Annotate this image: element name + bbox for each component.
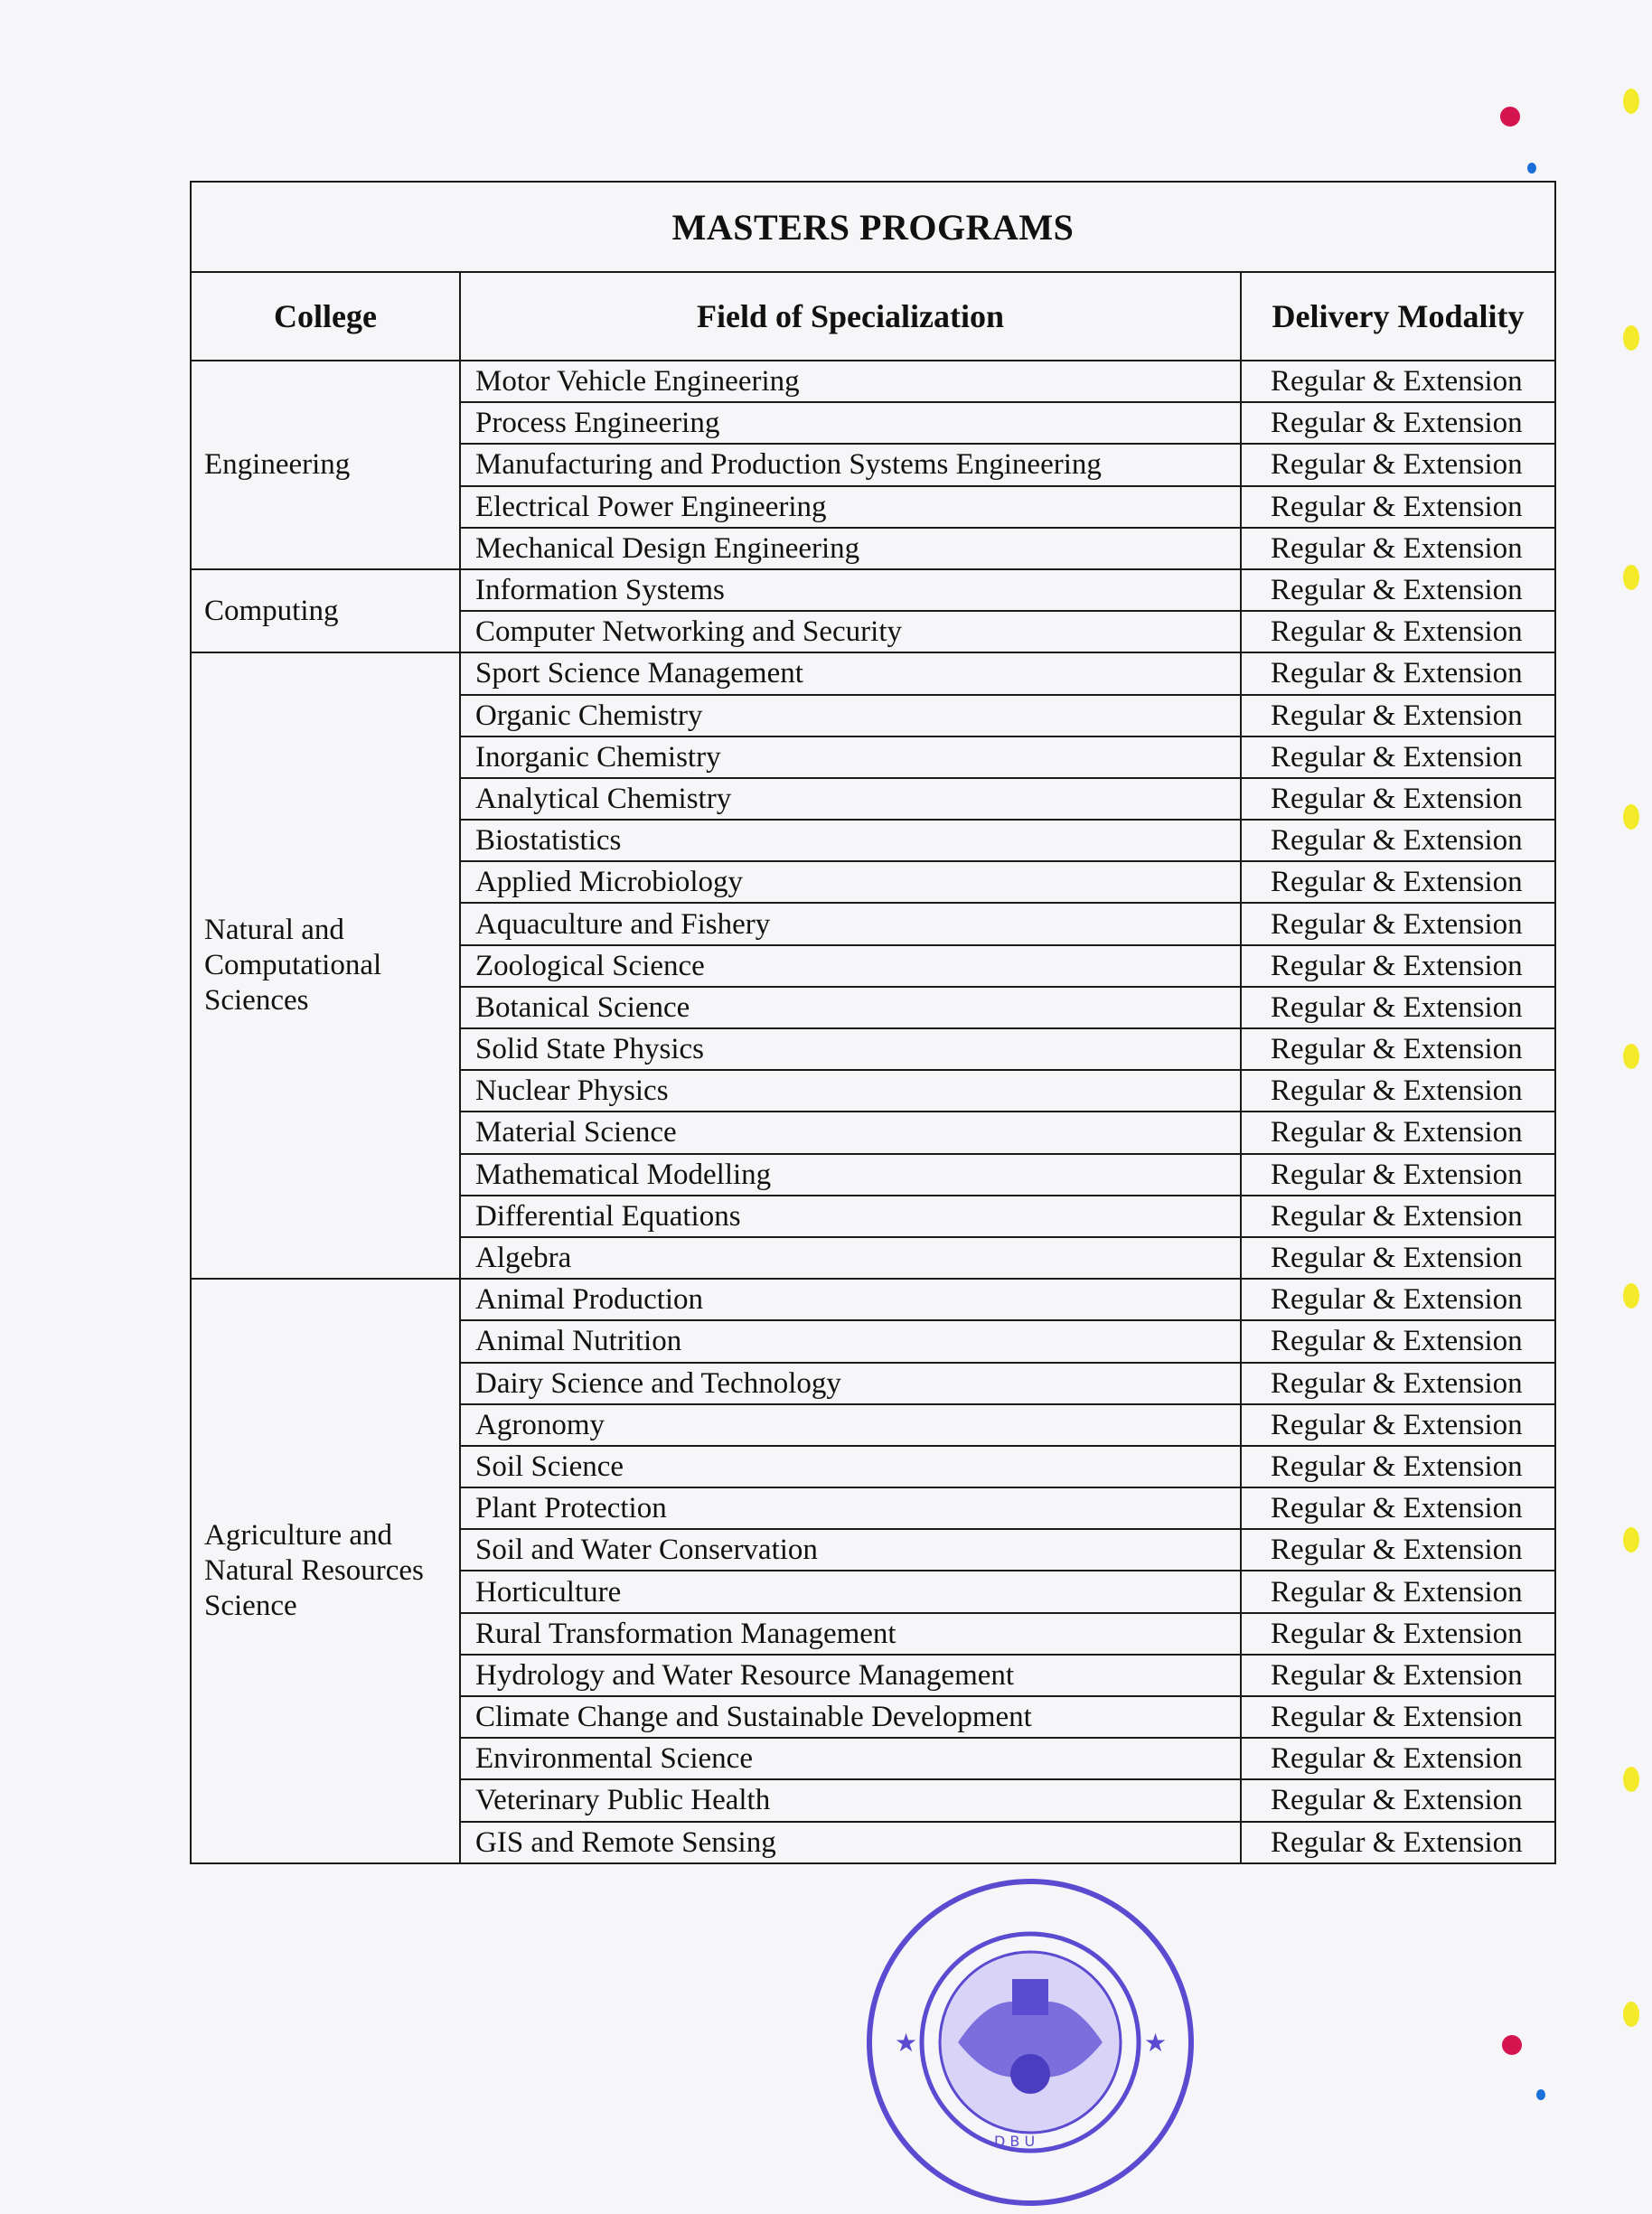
delivery-modality: Regular & Extension [1241,820,1555,861]
header-field: Field of Specialization [460,272,1241,361]
field-of-specialization: Dairy Science and Technology [460,1363,1241,1404]
pen-mark-red [1502,2035,1522,2055]
table-row [191,1279,1555,1320]
pen-mark-yellow [1623,1044,1639,1069]
field-of-specialization: Computer Networking and Security [460,611,1241,652]
delivery-modality: Regular & Extension [1241,1446,1555,1487]
pen-mark-yellow [1623,1283,1639,1309]
delivery-modality: Regular & Extension [1241,1822,1555,1863]
svg-text:★: ★ [895,2028,918,2058]
field-of-specialization: Organic Chemistry [460,695,1241,736]
field-of-specialization: Mathematical Modelling [460,1154,1241,1196]
delivery-modality: Regular & Extension [1241,486,1555,528]
pen-mark-yellow [1623,1767,1639,1792]
pen-mark-yellow [1623,325,1639,351]
delivery-modality: Regular & Extension [1241,1279,1555,1320]
seal-letters: D B U [994,2133,1036,2150]
delivery-modality: Regular & Extension [1241,402,1555,444]
field-of-specialization: GIS and Remote Sensing [460,1822,1241,1863]
pen-mark-blue [1527,163,1536,174]
delivery-modality: Regular & Extension [1241,1320,1555,1362]
delivery-modality: Regular & Extension [1241,1154,1555,1196]
field-of-specialization: Veterinary Public Health [460,1779,1241,1821]
field-of-specialization: Biostatistics [460,820,1241,861]
delivery-modality: Regular & Extension [1241,1655,1555,1696]
college-name: Engineering [191,361,460,569]
field-of-specialization: Horticulture [460,1571,1241,1612]
header-modality: Delivery Modality [1241,272,1555,361]
delivery-modality: Regular & Extension [1241,1112,1555,1153]
delivery-modality: Regular & Extension [1241,1070,1555,1112]
field-of-specialization: Animal Production [460,1279,1241,1320]
delivery-modality: Regular & Extension [1241,695,1555,736]
field-of-specialization: Animal Nutrition [460,1320,1241,1362]
delivery-modality: Regular & Extension [1241,1529,1555,1571]
table-body [191,182,1555,1863]
field-of-specialization: Mechanical Design Engineering [460,528,1241,569]
university-seal-icon [859,1871,1202,2214]
delivery-modality: Regular & Extension [1241,1404,1555,1446]
pen-mark-yellow [1623,565,1639,590]
delivery-modality: Regular & Extension [1241,778,1555,820]
title-row [191,182,1555,272]
delivery-modality: Regular & Extension [1241,1237,1555,1279]
masters-programs-table [190,181,1556,1864]
field-of-specialization: Soil and Water Conservation [460,1529,1241,1571]
field-of-specialization: Applied Microbiology [460,861,1241,903]
field-of-specialization: Plant Protection [460,1487,1241,1529]
header-row [191,272,1555,361]
field-of-specialization: Solid State Physics [460,1028,1241,1070]
pen-mark-red [1500,107,1520,127]
field-of-specialization: Rural Transformation Management [460,1613,1241,1655]
delivery-modality: Regular & Extension [1241,1363,1555,1404]
field-of-specialization: Material Science [460,1112,1241,1153]
field-of-specialization: Inorganic Chemistry [460,736,1241,778]
college-name: Natural and Computational Sciences [191,652,460,1279]
delivery-modality: Regular & Extension [1241,444,1555,485]
field-of-specialization: Nuclear Physics [460,1070,1241,1112]
delivery-modality: Regular & Extension [1241,361,1555,402]
delivery-modality: Regular & Extension [1241,611,1555,652]
pen-mark-yellow [1623,804,1639,830]
delivery-modality: Regular & Extension [1241,861,1555,903]
field-of-specialization: Sport Science Management [460,652,1241,694]
field-of-specialization: Analytical Chemistry [460,778,1241,820]
field-of-specialization: Process Engineering [460,402,1241,444]
field-of-specialization: Aquaculture and Fishery [460,903,1241,944]
field-of-specialization: Electrical Power Engineering [460,486,1241,528]
field-of-specialization: Hydrology and Water Resource Management [460,1655,1241,1696]
field-of-specialization: Manufacturing and Production Systems Engineering [460,444,1241,485]
delivery-modality: Regular & Extension [1241,1487,1555,1529]
page-title: MASTERS PROGRAMS [191,182,1555,272]
college-name: Computing [191,569,460,652]
delivery-modality: Regular & Extension [1241,903,1555,944]
field-of-specialization: Environmental Science [460,1738,1241,1779]
svg-text:★: ★ [1144,2028,1168,2058]
field-of-specialization: Agronomy [460,1404,1241,1446]
field-of-specialization: Information Systems [460,569,1241,611]
delivery-modality: Regular & Extension [1241,1613,1555,1655]
field-of-specialization: Differential Equations [460,1196,1241,1237]
delivery-modality: Regular & Extension [1241,945,1555,987]
table-row [191,652,1555,694]
delivery-modality: Regular & Extension [1241,1571,1555,1612]
delivery-modality: Regular & Extension [1241,528,1555,569]
delivery-modality: Regular & Extension [1241,1028,1555,1070]
pen-mark-blue [1536,2089,1545,2100]
pen-mark-yellow [1623,1527,1639,1553]
delivery-modality: Regular & Extension [1241,1696,1555,1738]
field-of-specialization: Soil Science [460,1446,1241,1487]
field-of-specialization: Botanical Science [460,987,1241,1028]
delivery-modality: Regular & Extension [1241,1196,1555,1237]
delivery-modality: Regular & Extension [1241,569,1555,611]
delivery-modality: Regular & Extension [1241,1738,1555,1779]
pen-mark-yellow [1623,2002,1639,2027]
delivery-modality: Regular & Extension [1241,1779,1555,1821]
field-of-specialization: Zoological Science [460,945,1241,987]
pen-mark-yellow [1623,89,1639,114]
college-name: Agriculture and Natural Resources Science [191,1279,460,1863]
delivery-modality: Regular & Extension [1241,736,1555,778]
table-row [191,569,1555,611]
field-of-specialization: Algebra [460,1237,1241,1279]
table-row [191,361,1555,402]
field-of-specialization: Climate Change and Sustainable Development [460,1696,1241,1738]
delivery-modality: Regular & Extension [1241,652,1555,694]
field-of-specialization: Motor Vehicle Engineering [460,361,1241,402]
delivery-modality: Regular & Extension [1241,987,1555,1028]
header-college: College [191,272,460,361]
